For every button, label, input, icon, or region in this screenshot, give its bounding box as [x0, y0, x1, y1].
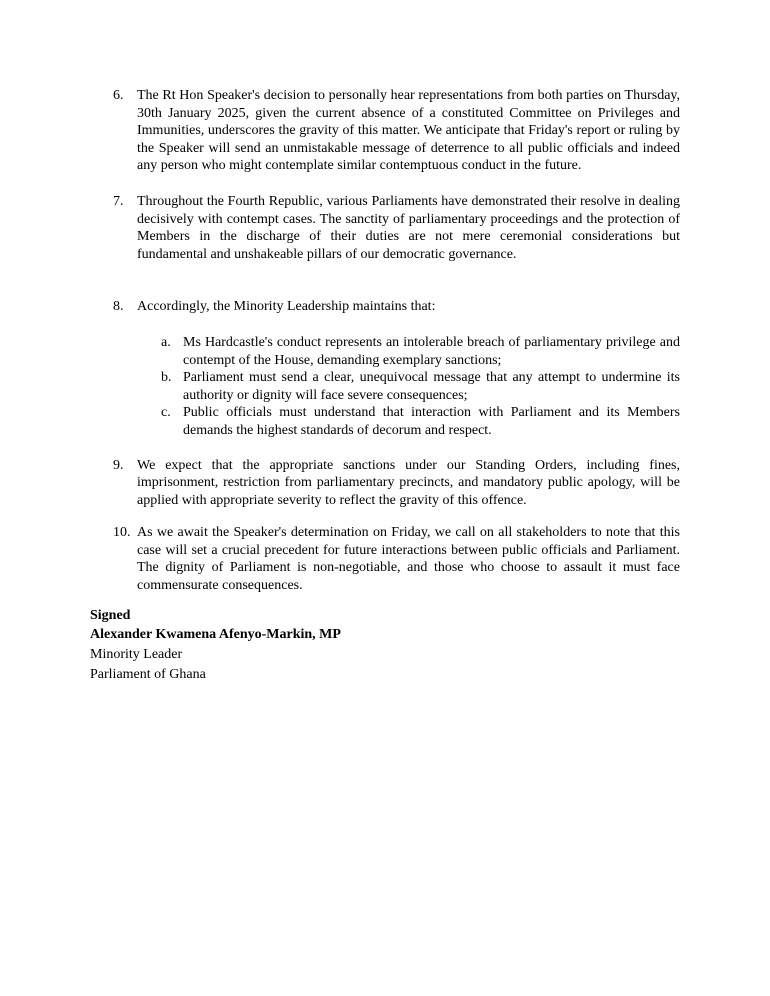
sub-list-item-b — [90, 369, 680, 404]
sub-list-item-text: Parliament must send a clear, unequivocal message that any attempt to undermine its authority or dignity will face severe consequences; — [183, 370, 680, 403]
sub-list-item-c — [90, 404, 680, 439]
sub-list-item-letter: c. — [161, 405, 171, 421]
list-item-8 — [90, 298, 680, 316]
list-item-number: 6. — [113, 88, 124, 103]
sub-list-item-text: Public officials must understand that interaction with Parliament and its Members demands the highest standards of decorum and respect. — [183, 405, 680, 438]
list-item-7 — [90, 193, 680, 263]
sub-list-item-a — [90, 334, 680, 369]
list-item-number: 9. — [113, 457, 124, 473]
signatory-title: Minority Leader — [90, 647, 183, 663]
signature-block — [90, 606, 680, 685]
list-item-10 — [90, 524, 680, 594]
sub-list-item-letter: b. — [161, 370, 172, 386]
list-item-text: Accordingly, the Minority Leadership maintains that: — [137, 299, 436, 315]
signatory-organization: Parliament of Ghana — [90, 666, 206, 682]
sub-list-item-text: Ms Hardcastle's conduct represents an intolerable breach of parliamentary privilege and contempt of the House, demanding exemplary sanctions; — [183, 334, 680, 368]
list-item-text: As we await the Speaker's determination on Friday, we call on all stakeholders to note that this case will set a crucial precedent for future interactions between public officials and Parliament. The dignity of Parliament is non-negotiable, and those who choose to assault it must face commensurate consequences. — [137, 525, 680, 594]
sub-list-item-letter: a. — [161, 334, 171, 350]
list-item-9 — [90, 457, 680, 510]
list-item-number: 8. — [113, 299, 124, 315]
list-item-6 — [90, 87, 680, 175]
signed-label: Signed — [90, 607, 131, 623]
list-item-text: We expect that the appropriate sanctions under our Standing Orders, including fines, imprisonment, restriction from parliamentary precincts, and mandatory public apology, will be applied with appropriate severity to reflect the gravity of this offence. — [137, 457, 680, 508]
signatory-name: Alexander Kwamena Afenyo-Markin, MP — [90, 627, 341, 643]
list-item-number: 10. — [113, 525, 131, 541]
list-item-text: Throughout the Fourth Republic, various Parliaments have demonstrated their resolve in dealing decisively with contempt cases. The sanctity of parliamentary proceedings and the protection of Members in the discharge of their duties are not mere ceremonial considerations but fundamental and unshakeable pillars of our democratic governance. — [137, 193, 680, 262]
sub-list — [90, 334, 680, 440]
list-item-number: 7. — [113, 193, 124, 209]
list-item-text: The Rt Hon Speaker's decision to personally hear representations from both parties on Thursday, 30th January 2025, given the current absence of a constituted Committee on Privileges and Immunities, underscores the gravity of this matter. We anticipate that Friday's report or ruling by the Speaker will send an unmistakable message of deterrence to all public officials and indeed any person who might contemplate similar contemptuous conduct in the future. — [137, 88, 680, 174]
